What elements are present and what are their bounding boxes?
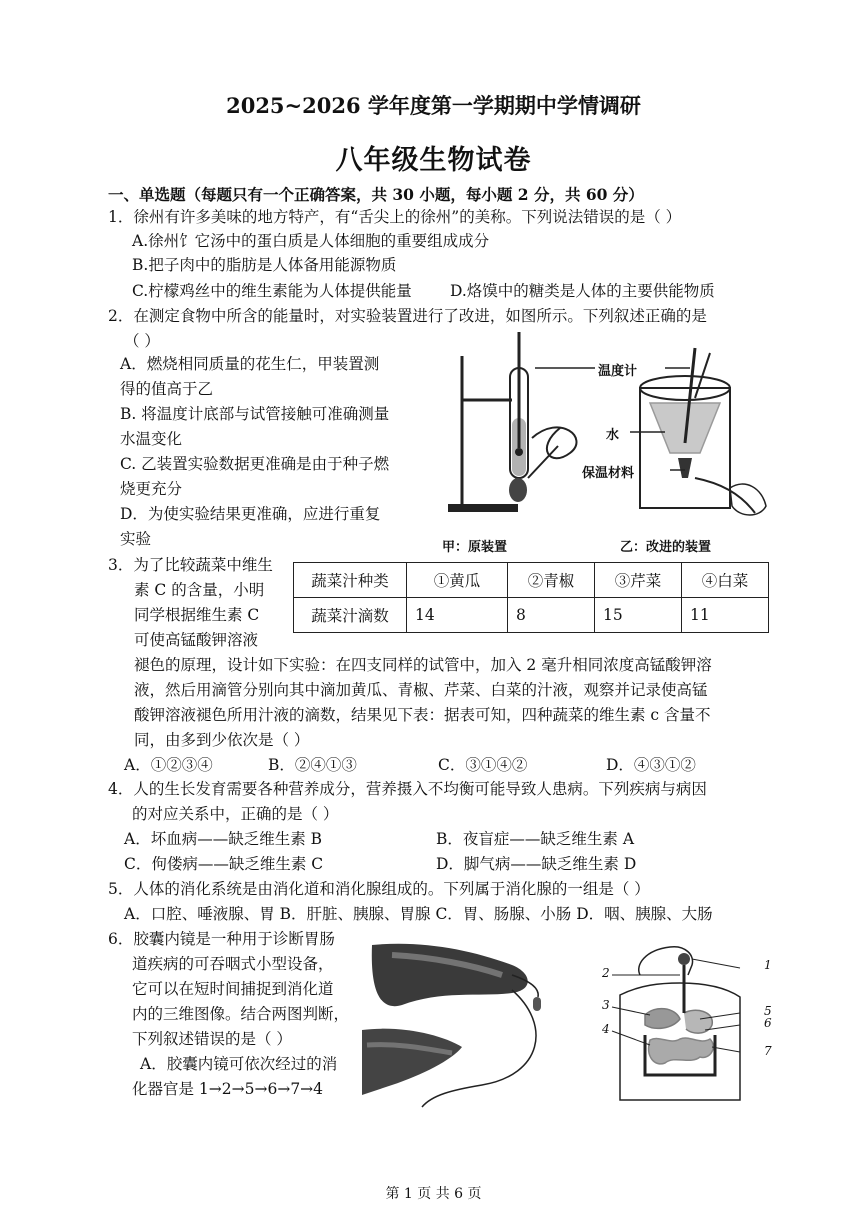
q3-stem-6: 液，然后用滴管分别向其中滴加黄瓜、青椒、芹菜、白菜的汁液，观察并记录使高锰 [134,681,708,699]
q3-option-a: A．①②③④ [124,756,213,774]
section-heading: 一、单选题（每题只有一个正确答案，共 30 小题，每小题 2 分，共 60 分） [108,185,644,204]
needle [528,446,558,478]
q1-option-b: B.把子肉中的脂肪是人体备用能源物质 [132,256,397,274]
q3-stem-7: 酸钾溶液褪色所用汁液的滴数，结果见下表：据表可知，四种蔬菜的维生素 c 含量不 [134,706,711,724]
caption-original: 甲：原装置 [442,540,508,555]
flame-a [509,478,527,502]
q3-stem-1: 3．为了比较蔬菜中维生 [108,556,273,574]
diagram-label-2: 2 [602,966,610,980]
q6-stem-4: 内的三维图像。结合两图判断， [132,1005,350,1023]
exam-subtitle: 八年级生物试卷 [335,145,532,176]
q3-stem-4: 可使高锰酸钾溶液 [134,631,259,649]
label-water: 水 [606,428,620,443]
hand [730,484,766,515]
q4-option-c: C．佝偻病——缺乏维生素 C [124,855,324,873]
diagram-label-7: 7 [764,1044,772,1058]
flame-b [678,458,692,478]
q2-stem: 2．在测定食物中所含的能量时，对实验装置进行了改进，如图所示。下列叙述正确的是 [108,307,707,325]
diagram-label-6: 6 [764,1016,772,1030]
mouth-region [678,953,690,965]
table-cell: 15 [595,598,682,633]
label-insulation: 保温材料 [582,466,635,481]
q2-option-d-cont: 实验 [120,530,152,548]
q4-option-a: A．坏血病——缺乏维生素 B [124,830,323,848]
label-thermometer: 温度计 [598,364,638,379]
q6-option-a-cont: 化器官是 1→2→5→6→7→4 [132,1080,324,1098]
diagram-label-4: 4 [602,1022,610,1036]
small-intestine [649,1038,714,1064]
q6-stem-3: 它可以在短时间捕捉到消化道 [132,980,334,998]
digestive-system-diagram [600,935,760,1110]
table-cell: 11 [682,598,769,633]
capsule-endoscope-photo [362,935,572,1110]
q2-option-c-cont: 烧更充分 [120,480,183,498]
table-row [294,563,769,598]
q3-stem-3: 同学根据维生素 C [134,606,260,624]
stand-base [448,504,518,512]
q3-option-b: B．②④①③ [268,756,357,774]
q3-stem-8: 同，由多到少依次是（ ） [134,731,310,749]
q1-option-a: A.徐州饣它汤中的蛋白质是人体细胞的重要组成成分 [132,232,490,250]
q6-stem-1: 6．胶囊内镜是一种用于诊断胃肠 [108,930,335,948]
q5-stem: 5．人体的消化系统是由消化道和消化腺组成的。下列属于消化腺的一组是（ ） [108,880,650,898]
thermometer-bulb [515,448,523,456]
q3-option-d: D．④③①② [606,756,696,774]
q6-stem-2: 道疾病的可吞咽式小型设备， [132,955,334,973]
q2-option-d: D．为使实验结果更准确，应进行重复 [120,505,381,523]
q6-option-a: A．胶囊内镜可依次经过的消 [140,1055,338,1073]
table-col-pepper: ②青椒 [508,563,595,598]
q1-option-c: C.柠檬鸡丝中的维生素能为人体提供能量 [132,282,412,300]
q1-stem: 1．徐州有许多美味的地方特产，有“舌尖上的徐州”的美称。下列说法错误的是（ ） [108,208,682,226]
vegetable-juice-table [293,562,769,633]
q1-option-d: D.烙馍中的糖类是人体的主要供能物质 [450,282,715,300]
q2-option-b: B. 将温度计底部与试管接触可准确测量 [120,405,390,423]
diagram-label-3: 3 [602,998,610,1012]
q4-option-b: B．夜盲症——缺乏维生素 A [436,830,635,848]
table-col-cucumber: ①黄瓜 [407,563,508,598]
q2-stem-paren: （ ） [124,332,160,350]
capsule [533,997,541,1011]
exam-title: 2025~2026 学年度第一学期期中学情调研 [226,93,641,118]
q2-option-b-cont: 水温变化 [120,430,183,448]
inner-water-flask [650,403,720,453]
q2-option-a-cont: 得的值高于乙 [120,380,214,398]
table-header-kind: 蔬菜汁种类 [294,563,407,598]
table-cell: 8 [508,598,595,633]
q3-stem-5: 褪色的原理，设计如下实验：在四支同样的试管中，加入 2 毫升相同浓度高锰酸钾溶 [134,656,712,674]
table-col-cabbage: ④白菜 [682,563,769,598]
q4-option-d: D．脚气病——缺乏维生素 D [436,855,637,873]
diagram-label-5: 5 [764,1004,772,1018]
q5-options: A．口腔、唾液腺、胃 B．肝脏、胰腺、胃腺 C．胃、肠腺、小肠 D．咽、胰腺、大肠 [124,905,713,923]
page-footer: 第 1 页 共 6 页 [385,1186,482,1202]
diagram-label-1: 1 [764,958,772,972]
caption-improved: 乙：改进的装置 [620,540,712,555]
q3-option-c: C．③①④② [438,756,528,774]
liver [645,1009,680,1029]
table-header-drops: 蔬菜汁滴数 [294,598,407,633]
table-col-celery: ③芹菜 [595,563,682,598]
q3-stem-2: 素 C 的含量，小明 [134,581,265,599]
q2-option-a: A．燃烧相同质量的花生仁，甲装置测 [120,355,380,373]
q4-stem-cont: 的对应关系中，正确的是（ ） [132,805,339,823]
calorimeter-figure [440,328,770,528]
q2-option-c: C. 乙装置实验数据更准确是由于种子燃 [120,455,390,473]
table-cell: 14 [407,598,508,633]
needle-holder [532,427,576,458]
q4-stem: 4．人的生长发育需要各种营养成分，营养摄入不均衡可能导致人患病。下列疾病与病因 [108,780,707,798]
table-row [294,598,769,633]
q6-stem-5: 下列叙述错误的是（ ） [132,1030,292,1048]
